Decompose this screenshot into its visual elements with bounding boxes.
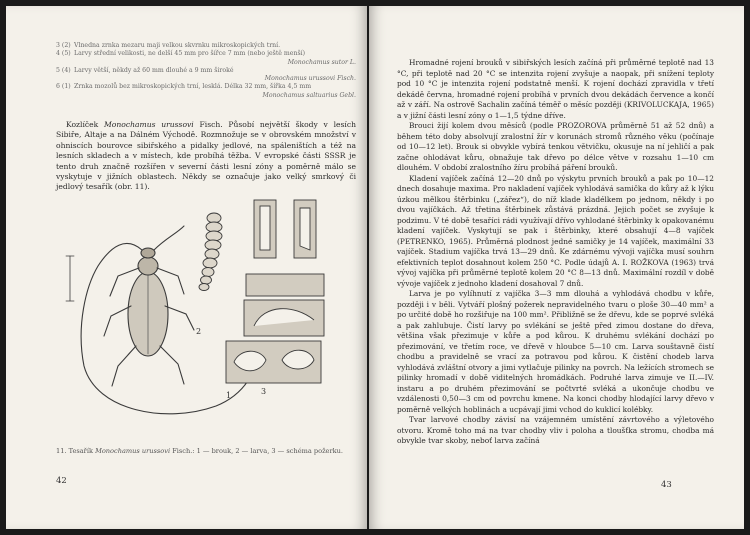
identification-key: [56, 42, 356, 100]
key-entry-species: Monochamus sutor L.: [287, 58, 356, 66]
key-entry-species: Monochamus saltuarius Gebl.: [262, 91, 356, 99]
species-description: [56, 120, 356, 193]
key-entry: 5 (4) Larvy větší, někdy až 60 mm dlouhé a 9 mm široké: [56, 66, 234, 74]
figure-label: 2: [196, 327, 202, 336]
key-entry: 6 (1) Zrnka mozolů bez mikroskopických trní, lesklá. Délka 32 mm, šířka 4,5 mm: [56, 83, 312, 91]
intro-word: Kozlíček: [66, 120, 99, 129]
species-name: Monochamus urussovi: [104, 120, 194, 129]
left-page: [6, 6, 367, 529]
right-page: [369, 6, 744, 529]
paragraph: Hromadné rojení brouků v sibiřských lesích začíná při průměrné teplotě nad 13 °C, při teplotě nad 20 °C se intenzita rojení zvyšuje a naopak, při snížení teploty pod 10 °C je intenzita rojení podstatně menší. K rojení dochází zpravidla v třetí dekádě června, hromadné rojení probíhá v prvních dvou dekádách července a končí až v září. Na ostrově Sachalin začíná téměř o měsíc později (KRIVOLUCKAJA, 1965) a v jižní části lesní zóny o 1—1,5 týdne dříve.: [397, 58, 714, 120]
beetle-illustration: [66, 226, 257, 414]
figure-label: 3: [261, 387, 267, 396]
larva-illustration: [199, 213, 222, 291]
paragraph: Larva je po vylíhnutí z vajíčka 3—3 mm dlouhá a vyhlodává chodbu v kůře, později i v běli. Vytváří plošný požerek nepravidelného tvaru o ploše 30—40 mm² a po určité době ho rozšiřuje na 100 mm². Přibližně se že dřevu, kde se poprvé svléká a pak zahlubuje. Čistí larvy po svlékání se ještě před zimou dostane do dřeva, většina však přezimuje v kůře a pod kůrou. K druhému svlékání dochází po přezimování, ve třetím roce, ve dřevě v hloubce 5—10 cm. Larva souštavně čistí chodbu a pravidelně se vrací za potravou pod kůrou. K čistění chodeb larva vyhlodává zvláštní otvory a jimi vytlačuje pilinky na povrch. Na ležících stromech se pilinky hromadí v době viditelných hromádkách. Podruhé larva zimuje ve II.—IV. instaru a po druhém přezimování se počtvrté svléká a ukončuje chodbu ve vzdálenosti 0,50—3 cm od povrchu kmene. Na konci chodby hlodající larvy dřevo v poměrně velkých hoblinách a ucpávají jimi vchod do kuklicí kolébky.: [397, 289, 714, 414]
beetle-figure: [56, 196, 356, 436]
key-entry-species: Monochamus urussovi Fisch.: [264, 75, 356, 83]
paragraph: Tvar larvové chodby závisí na vzájemném umístění závrtového a výletového otvoru. Kromě toho má na tvar chodby vliv i poloha a tloušťka stromu, chodba má obvykle tvar skoby, neboť larva začíná: [397, 415, 714, 445]
description-text: Fisch. Působí největší škody v lesích Sibiře, Altaje a na Dálném Východě. Rozmnožuje se v obrovském množství v ohniscích bourovce sibiřského a pidalky jedlové, na spáleništích a též na lesních skladech a v místech, kde probíhá těžba. V evropské části SSSR je tento druh značně rozšířen v severní části lesní zóny a poměrně málo se vyskytuje v jižních oblastech. Někdy se označuje jako velký smrkový či jedlový tesařík (obr. 11).: [56, 120, 356, 192]
figure-label: 1: [226, 391, 232, 400]
main-text: [397, 58, 714, 447]
page-number-right: 43: [661, 480, 672, 490]
paragraph: Kladení vajíček začíná 12—20 dnů po výskytu prvních brouků a pak po 10—12 dnech dosahuje maxima. Pro nakladení vajíček vyhlodává samička do kůry až k lýku úzkou mělkou štěrbinku („zářez“), do níž klade kladélkem po jednom, někdy i po dvou vajíčkách. Až třetina štěrbinek zůstává prázdná. Jejich počet se zvyšuje k podzimu. V té době tesaříci rádi využívají dřívo vyhlodané štěrbinky k opakovanému kladení vajíček. Vyskytují se pak i štěrbinky, které obsahují 4—8 vajíček (PETRENKO, 1965). Průměrná plodnost jedné samičky je 14 vajíček, maximální 33 vajíček. Stadium vajíčka trvá 13—29 dnů. Ke zdárnému vývoji vajíčka musí souhrn efektivních teplot dosahnout kolem 250 °C. Podle údajů A. I. ROŽKOVA (1963) trvá vývoj vajíčka při průměrné teplotě kolem 20 °C 8—13 dnů. Maximální rozdíl v době vývoje vajíček z jednoho kladení dosahoval 7 dnů.: [397, 173, 714, 288]
gallery-scheme: [226, 200, 324, 383]
figure-caption: 11. Tesařík Monochamus urussovi Fisch.: 1 — brouk, 2 — larva, 3 — schéma požerku.: [56, 447, 343, 455]
key-entry: 4 (5) Larvy střední velikosti, ne delší 45 mm pro šířce 7 mm (nebo ještě menší): [56, 50, 306, 58]
paragraph: Brouci žijí kolem dvou měsíců (podle PROZOROVA průměrně 51 až 52 dnů) a během této doby absolvují zralostní žír v korunách stromů různého věku (počínaje od 10—12 let). Brouk si obvykle vybírá tenkou větvičku, okusuje na ní jehličí a pak začne ohlodávat kůru, obnažuje tak dřevo po délce větve v rozsahu 1—10 cm dlouhém. V období zralostního žíru probíhá páření brouků.: [397, 121, 714, 172]
page-number-left: 42: [56, 476, 67, 486]
key-entry: 3 (2) Vlnedna zrnka mezaru maji velkou skvrnku mikroskopických trní.: [56, 42, 281, 49]
